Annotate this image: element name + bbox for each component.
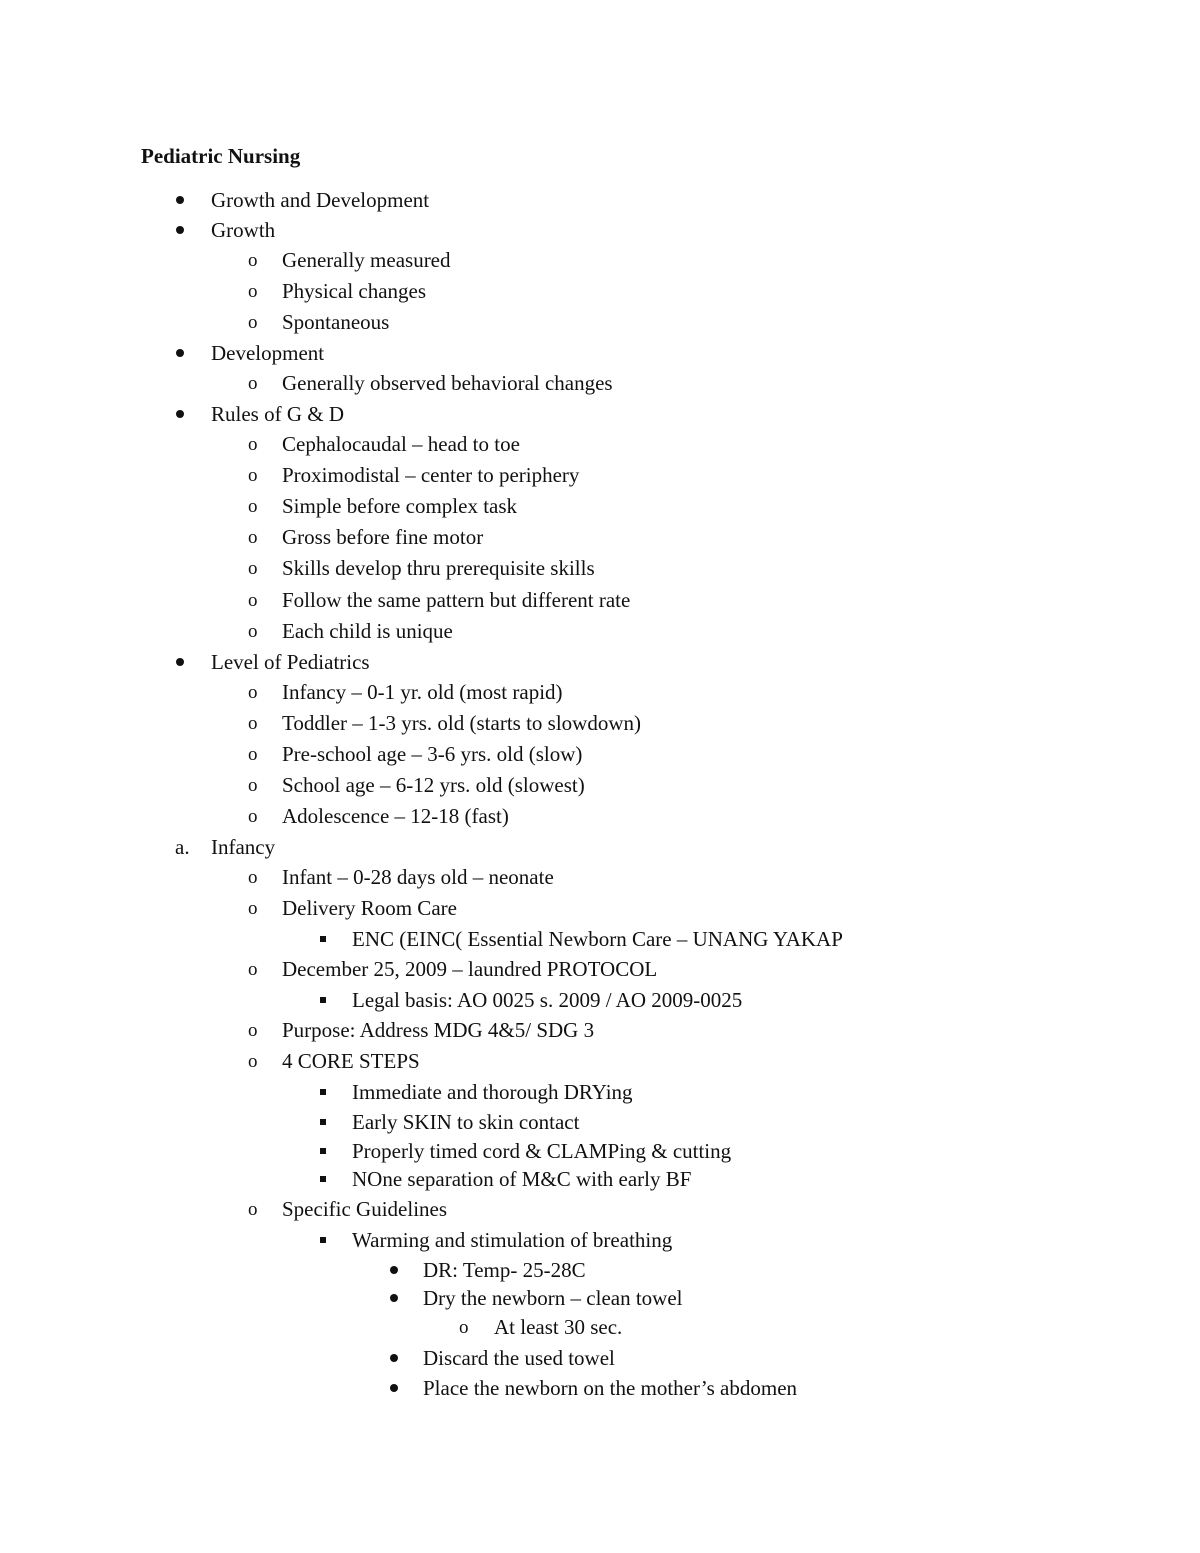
bullet-circle-marker: o bbox=[248, 590, 258, 611]
bullet-square-icon bbox=[320, 1119, 326, 1125]
bullet-square-icon bbox=[320, 936, 326, 942]
bullet-circle-marker: o bbox=[248, 713, 258, 734]
bullet-disc-icon bbox=[176, 349, 184, 357]
bullet-circle-marker: o bbox=[459, 1317, 469, 1338]
bullet-disc-icon bbox=[390, 1266, 398, 1274]
list-item-text: At least 30 sec. bbox=[494, 1315, 623, 1339]
bullet-circle-marker: o bbox=[248, 558, 258, 579]
page-title: Pediatric Nursing bbox=[141, 144, 301, 168]
bullet-circle-marker: o bbox=[248, 496, 258, 517]
list-item-text: Generally observed behavioral changes bbox=[282, 371, 613, 395]
list-item-text: Infancy bbox=[211, 835, 276, 859]
list-item-text: December 25, 2009 – laundred PROTOCOL bbox=[282, 957, 658, 981]
list-item-text: Proximodistal – center to periphery bbox=[282, 463, 580, 487]
bullet-circle-marker: o bbox=[248, 621, 258, 642]
bullet-circle-marker: o bbox=[248, 1199, 258, 1220]
bullet-circle-marker: o bbox=[248, 867, 258, 888]
bullet-circle-marker: o bbox=[248, 373, 258, 394]
list-item-text: Delivery Room Care bbox=[282, 896, 457, 920]
list-item-text: Toddler – 1-3 yrs. old (starts to slowdown) bbox=[282, 711, 641, 735]
list-item-text: Generally measured bbox=[282, 248, 451, 272]
list-letter-marker: a. bbox=[175, 835, 190, 859]
bullet-circle-marker: o bbox=[248, 775, 258, 796]
list-item-text: Growth bbox=[211, 218, 276, 242]
bullet-circle-marker: o bbox=[248, 312, 258, 333]
list-item-text: Warming and stimulation of breathing bbox=[352, 1228, 673, 1252]
list-item-text: Simple before complex task bbox=[282, 494, 518, 518]
bullet-circle-marker: o bbox=[248, 744, 258, 765]
list-item-text: Skills develop thru prerequisite skills bbox=[282, 556, 595, 580]
list-item-text: Purpose: Address MDG 4&5/ SDG 3 bbox=[282, 1018, 595, 1042]
list-item-text: Level of Pediatrics bbox=[211, 650, 370, 674]
list-item-text: Properly timed cord & CLAMPing & cutting bbox=[352, 1139, 732, 1163]
list-item-text: Adolescence – 12-18 (fast) bbox=[282, 804, 509, 828]
list-item-text: DR: Temp- 25-28C bbox=[423, 1258, 586, 1282]
bullet-square-icon bbox=[320, 1176, 326, 1182]
list-item-text: NOne separation of M&C with early BF bbox=[352, 1167, 692, 1191]
list-item-text: Specific Guidelines bbox=[282, 1197, 448, 1221]
list-item-text: Place the newborn on the mother’s abdomen bbox=[423, 1376, 798, 1400]
bullet-disc-icon bbox=[176, 196, 184, 204]
bullet-disc-icon bbox=[390, 1294, 398, 1302]
bullet-square-icon bbox=[320, 1148, 326, 1154]
bullet-square-icon bbox=[320, 1237, 326, 1243]
bullet-square-icon bbox=[320, 1089, 326, 1095]
bullet-circle-marker: o bbox=[248, 682, 258, 703]
bullet-disc-icon bbox=[390, 1354, 398, 1362]
bullet-disc-icon bbox=[176, 658, 184, 666]
bullet-circle-marker: o bbox=[248, 527, 258, 548]
bullet-circle-marker: o bbox=[248, 281, 258, 302]
bullet-circle-marker: o bbox=[248, 250, 258, 271]
list-item-text: Cephalocaudal – head to toe bbox=[282, 432, 520, 456]
bullet-square-icon bbox=[320, 997, 326, 1003]
list-item-text: Infancy – 0-1 yr. old (most rapid) bbox=[282, 680, 563, 704]
list-item-text: Growth and Development bbox=[211, 188, 430, 212]
list-item-text: Gross before fine motor bbox=[282, 525, 484, 549]
bullet-circle-marker: o bbox=[248, 465, 258, 486]
list-item-text: Early SKIN to skin contact bbox=[352, 1110, 580, 1134]
list-item-text: Infant – 0-28 days old – neonate bbox=[282, 865, 554, 889]
bullet-circle-marker: o bbox=[248, 1020, 258, 1041]
list-item-text: Development bbox=[211, 341, 325, 365]
list-item-text: Physical changes bbox=[282, 279, 427, 303]
bullet-circle-marker: o bbox=[248, 434, 258, 455]
list-item-text: Each child is unique bbox=[282, 619, 453, 643]
bullet-circle-marker: o bbox=[248, 959, 258, 980]
list-item-text: Rules of G & D bbox=[211, 402, 344, 426]
list-item-text: ENC (EINC( Essential Newborn Care – UNANG YAKAP bbox=[352, 927, 843, 951]
bullet-disc-icon bbox=[176, 410, 184, 418]
list-item-text: Spontaneous bbox=[282, 310, 390, 334]
list-item-text: School age – 6-12 yrs. old (slowest) bbox=[282, 773, 585, 797]
list-item-text: Pre-school age – 3-6 yrs. old (slow) bbox=[282, 742, 583, 766]
bullet-circle-marker: o bbox=[248, 898, 258, 919]
list-item-text: Follow the same pattern but different rate bbox=[282, 588, 631, 612]
list-item-text: 4 CORE STEPS bbox=[282, 1049, 420, 1073]
bullet-circle-marker: o bbox=[248, 806, 258, 827]
list-item-text: Discard the used towel bbox=[423, 1346, 615, 1370]
list-item-text: Immediate and thorough DRYing bbox=[352, 1080, 633, 1104]
bullet-circle-marker: o bbox=[248, 1051, 258, 1072]
bullet-disc-icon bbox=[390, 1384, 398, 1392]
list-item-text: Dry the newborn – clean towel bbox=[423, 1286, 683, 1310]
list-item-text: Legal basis: AO 0025 s. 2009 / AO 2009-0025 bbox=[352, 988, 743, 1012]
bullet-disc-icon bbox=[176, 226, 184, 234]
